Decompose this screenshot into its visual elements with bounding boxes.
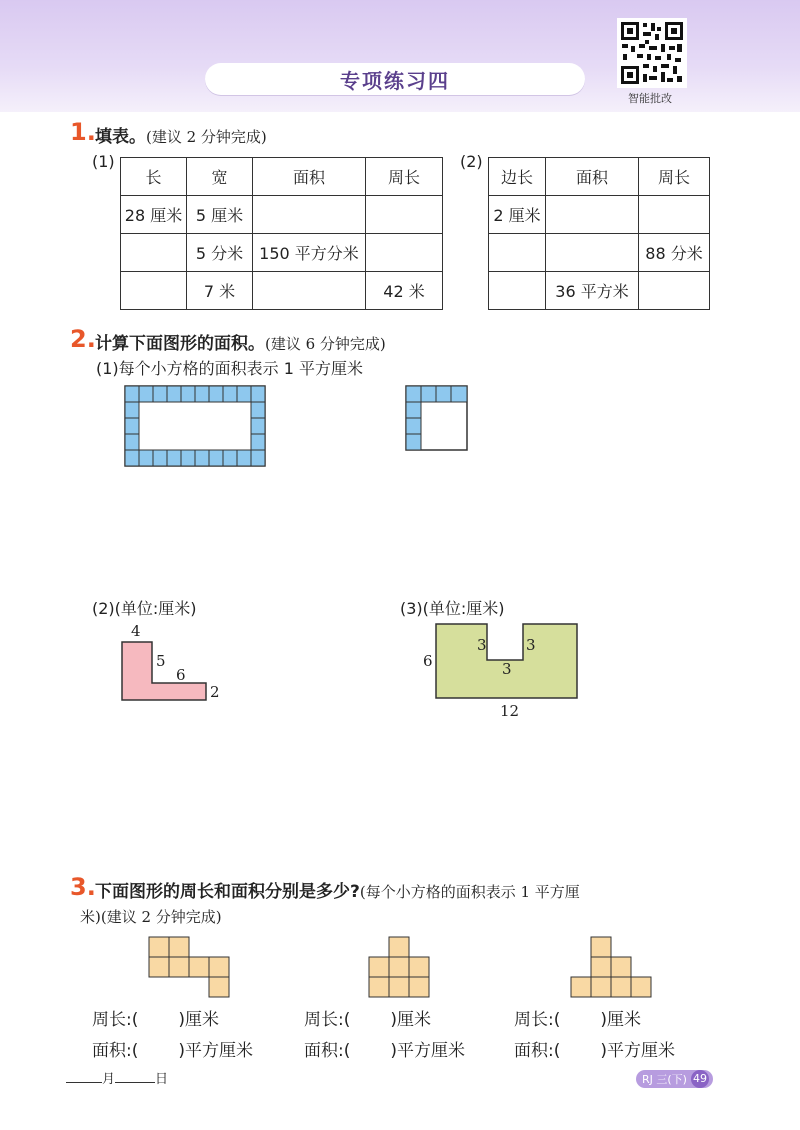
qr-caption: 智能批改 [628,92,672,105]
page-number: 49 [691,1070,709,1088]
page-badge [636,1070,713,1088]
table-header-row [121,158,443,196]
answer-cell[interactable] [253,196,366,234]
area-unit: )平方厘米 [390,1041,466,1061]
perimeter-label: 周长:( [304,1010,351,1030]
fig3-label-3-left: 3 [477,636,487,654]
q2-fig3-notched-rect [420,618,590,723]
table-header-cell: 宽 [187,158,253,196]
q1-part2-label: (2) [460,152,483,171]
fig3-label-6: 6 [423,652,433,670]
page-title: 专项练习四 [205,63,585,95]
table-header-row [489,158,710,196]
answer-cell[interactable] [121,234,187,272]
table-header-cell: 周长 [366,158,443,196]
table-row [489,234,710,272]
q2-sub1: (1)每个小方格的面积表示 1 平方厘米 [96,359,364,378]
table-cell: 28 厘米 [121,196,187,234]
table-header-cell: 边长 [489,158,546,196]
table-cell: 42 米 [366,272,443,310]
table-header-cell: 面积 [546,158,639,196]
q3-hint-a: (每个小方格的面积表示 1 平方厘 [359,883,580,901]
q2-sub3: (3)(单位:厘米) [400,599,505,618]
q1-text: 填表。 [95,127,146,147]
q1-number: 1. [70,118,96,146]
answer-cell[interactable] [366,196,443,234]
table-cell: 5 厘米 [187,196,253,234]
q3-c-area[interactable] [514,1036,675,1061]
perimeter-unit: )厘米 [390,1010,432,1030]
q3-shape-c [570,936,652,998]
q2-fig1-square [405,385,469,451]
perimeter-unit: )厘米 [600,1010,642,1030]
q2-instruction [95,329,386,354]
perimeter-label: 周长:( [92,1010,139,1030]
answer-cell[interactable] [546,196,639,234]
day-label: 日 [155,1072,169,1087]
q1-hint: (建议 2 分钟完成) [146,128,267,146]
perimeter-label: 周长:( [514,1010,561,1030]
table-cell: 150 平方分米 [253,234,366,272]
area-unit: )平方厘米 [178,1041,254,1061]
fig3-label-3-bottom: 3 [502,660,512,678]
q2-sub2: (2)(单位:厘米) [92,599,197,618]
fig2-label-2: 2 [210,683,220,701]
q3-hint-b: 米) [80,908,101,926]
table-row [121,272,443,310]
answer-cell[interactable] [639,272,710,310]
table-cell: 5 分米 [187,234,253,272]
fig2-label-6: 6 [176,666,186,684]
q3-b-area[interactable] [304,1036,465,1061]
q3-hint-c: (建议 2 分钟完成) [100,908,222,926]
area-unit: )平方厘米 [600,1041,676,1061]
answer-cell[interactable] [489,272,546,310]
perimeter-unit: )厘米 [178,1010,220,1030]
q1-table1 [120,157,443,310]
q3-a-area[interactable] [92,1036,253,1061]
table-cell: 36 平方米 [546,272,639,310]
table-cell: 2 厘米 [489,196,546,234]
q3-number: 3. [70,873,96,901]
q2-text: 计算下面图形的面积。 [95,334,265,354]
q2-fig1-rectangle-frame [120,385,270,467]
q2-fig2-l-shape [110,620,225,705]
fig2-label-4: 4 [131,622,141,640]
q3-shape-a [148,936,230,998]
answer-cell[interactable] [121,272,187,310]
q1-instruction [95,122,267,147]
table-header-cell: 长 [121,158,187,196]
fig2-label-5: 5 [156,652,166,670]
table-row [489,196,710,234]
area-label: 面积:( [92,1041,139,1061]
q3-text: 下面图形的周长和面积分别是多少? [95,882,360,902]
q3-instruction [95,877,580,902]
q2-hint: (建议 6 分钟完成) [265,335,386,353]
answer-cell[interactable] [253,272,366,310]
answer-cell[interactable] [546,234,639,272]
fig3-label-3-right: 3 [526,636,536,654]
qr-code-icon [619,20,685,86]
q3-c-perimeter[interactable] [514,1005,641,1030]
area-label: 面积:( [514,1041,561,1061]
answer-cell[interactable] [639,196,710,234]
table-cell: 7 米 [187,272,253,310]
answer-cell[interactable] [366,234,443,272]
table-cell: 88 分米 [639,234,710,272]
q2-number: 2. [70,325,96,353]
month-label: 月 [102,1072,116,1087]
area-label: 面积:( [304,1041,351,1061]
q3-instruction-line2 [80,906,222,927]
date-field[interactable] [66,1068,168,1087]
q1-table2 [488,157,710,310]
qr-code[interactable] [617,18,687,88]
fig3-label-12: 12 [500,702,520,720]
q1-part1-label: (1) [92,152,115,171]
table-row [121,196,443,234]
q3-shape-b [368,936,430,998]
table-row [121,234,443,272]
book-label: RJ 三(下) [642,1073,687,1086]
q3-b-perimeter[interactable] [304,1005,431,1030]
table-row [489,272,710,310]
q3-a-perimeter[interactable] [92,1005,219,1030]
table-header-cell: 周长 [639,158,710,196]
answer-cell[interactable] [489,234,546,272]
table-header-cell: 面积 [253,158,366,196]
